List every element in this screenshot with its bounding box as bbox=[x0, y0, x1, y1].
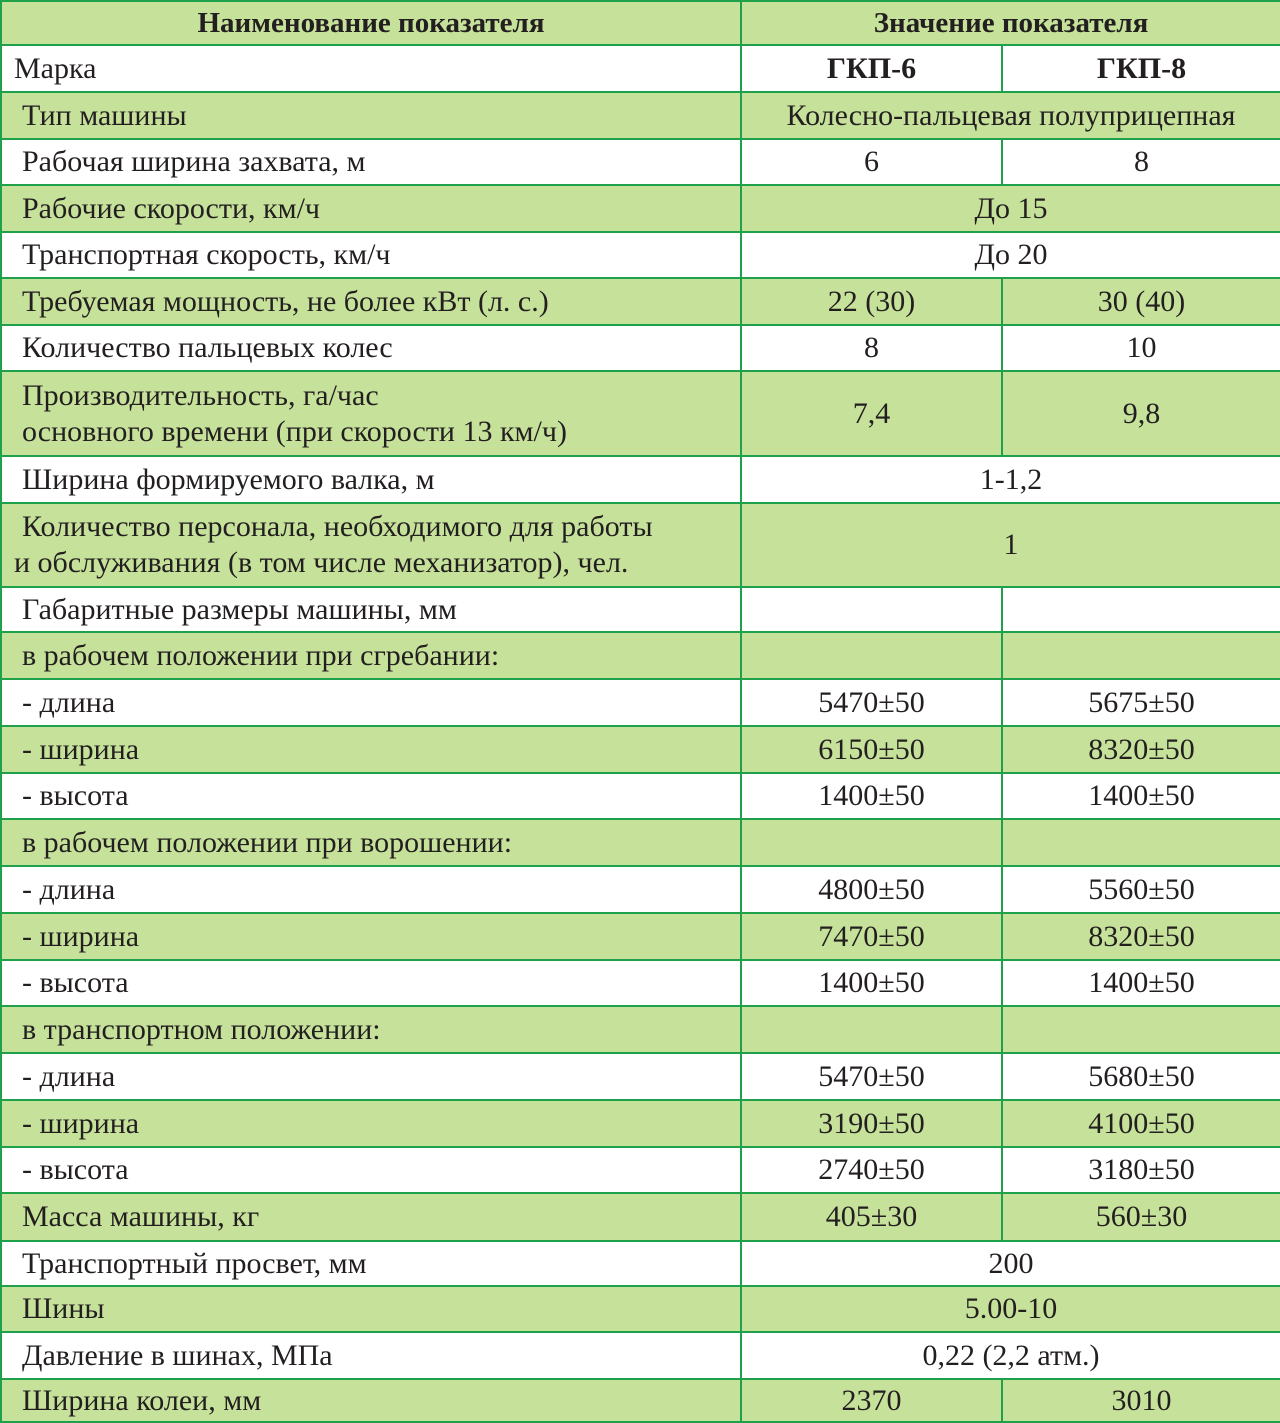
row-value-2: 5680±50 bbox=[1002, 1053, 1280, 1100]
section-label: в транспортном положении: bbox=[1, 1006, 741, 1053]
table-row bbox=[1, 92, 1280, 139]
row-label: Тип машины bbox=[1, 92, 741, 139]
row-value-merged: До 20 bbox=[741, 232, 1280, 278]
table-row bbox=[1, 456, 1280, 503]
row-label: Транспортный просвет, мм bbox=[1, 1241, 741, 1286]
table-row bbox=[1, 278, 1280, 325]
row-value-1: 2740±50 bbox=[741, 1147, 1002, 1193]
row-value-2: 3010 bbox=[1002, 1379, 1280, 1422]
row-value-merged: 5.00-10 bbox=[741, 1286, 1280, 1332]
row-value-2: 4100±50 bbox=[1002, 1100, 1280, 1147]
row-label-line-1: Производительность, га/час bbox=[22, 378, 379, 412]
table-row bbox=[1, 325, 1280, 371]
row-label: Масса машины, кг bbox=[1, 1193, 741, 1241]
row-label: Ширина колеи, мм bbox=[1, 1379, 741, 1422]
row-value-1: 1400±50 bbox=[741, 773, 1002, 819]
section-row bbox=[1, 632, 1280, 679]
row-label: Рабочие скорости, км/ч bbox=[1, 185, 741, 232]
table-row bbox=[1, 139, 1280, 185]
row-label-line-1: Количество персонала, необходимого для работы bbox=[22, 510, 653, 543]
row-value-1: 8 bbox=[741, 325, 1002, 371]
table-row bbox=[1, 679, 1280, 726]
table-row bbox=[1, 1053, 1280, 1100]
row-value-2: 9,8 bbox=[1002, 371, 1280, 456]
row-value-1: 4800±50 bbox=[741, 866, 1002, 913]
section-label: в рабочем положении при ворошении: bbox=[1, 819, 741, 866]
row-value-1: 6 bbox=[741, 139, 1002, 185]
table-row bbox=[1, 1379, 1280, 1422]
row-label: Количество пальцевых колес bbox=[1, 325, 741, 371]
row-label: - длина bbox=[1, 679, 741, 726]
row-value-merged: До 15 bbox=[741, 185, 1280, 232]
row-value-1: 6150±50 bbox=[741, 726, 1002, 773]
table-row bbox=[1, 1241, 1280, 1286]
row-value-2-empty bbox=[1002, 1006, 1280, 1053]
table-row bbox=[1, 371, 1280, 456]
row-label-line-2: и обслуживания (в том числе механизатор), чел. bbox=[14, 546, 629, 579]
row-label: Транспортная скорость, км/ч bbox=[1, 232, 741, 278]
row-label: - высота bbox=[1, 1147, 741, 1193]
row-value-2: 30 (40) bbox=[1002, 278, 1280, 325]
row-label bbox=[1, 371, 741, 456]
row-label: Рабочая ширина захвата, м bbox=[1, 139, 741, 185]
table-header-row bbox=[1, 1, 1280, 45]
table-row bbox=[1, 503, 1280, 587]
row-value-merged: 0,22 (2,2 атм.) bbox=[741, 1332, 1280, 1379]
row-label-line-2: основного времени (при скорости 13 км/ч) bbox=[22, 414, 567, 448]
row-value-1: 7,4 bbox=[741, 371, 1002, 456]
row-value-2: 5560±50 bbox=[1002, 866, 1280, 913]
row-label: - высота bbox=[1, 773, 741, 819]
section-row bbox=[1, 819, 1280, 866]
row-label: - длина bbox=[1, 1053, 741, 1100]
table-row bbox=[1, 773, 1280, 819]
row-value-1-empty bbox=[741, 632, 1002, 679]
row-label: - ширина bbox=[1, 726, 741, 773]
row-label: Ширина формируемого валка, м bbox=[1, 456, 741, 503]
row-value-1-empty bbox=[741, 1006, 1002, 1053]
row-value-1: 7470±50 bbox=[741, 913, 1002, 960]
section-row bbox=[1, 587, 1280, 632]
row-value-merged: 1 bbox=[741, 503, 1280, 587]
row-value-1: 5470±50 bbox=[741, 1053, 1002, 1100]
brand-label: Марка bbox=[1, 45, 741, 92]
row-value-2: 560±30 bbox=[1002, 1193, 1280, 1241]
row-value-merged: 200 bbox=[741, 1241, 1280, 1286]
row-label: - высота bbox=[1, 960, 741, 1006]
row-value-1-empty bbox=[741, 587, 1002, 632]
table-row bbox=[1, 232, 1280, 278]
row-value-2: 1400±50 bbox=[1002, 773, 1280, 819]
row-value-1: 22 (30) bbox=[741, 278, 1002, 325]
row-value-2: 1400±50 bbox=[1002, 960, 1280, 1006]
table-row bbox=[1, 866, 1280, 913]
brand-row bbox=[1, 45, 1280, 92]
table-row bbox=[1, 726, 1280, 773]
table-row bbox=[1, 1286, 1280, 1332]
row-value-1-empty bbox=[741, 819, 1002, 866]
row-value-1: 2370 bbox=[741, 1379, 1002, 1422]
row-value-2-empty bbox=[1002, 819, 1280, 866]
table-row bbox=[1, 1100, 1280, 1147]
row-value-2: 8320±50 bbox=[1002, 726, 1280, 773]
row-value-1: 405±30 bbox=[741, 1193, 1002, 1241]
header-name-column: Наименование показателя bbox=[1, 1, 741, 45]
row-value-merged: Колесно-пальцевая полуприцепная bbox=[741, 92, 1280, 139]
table-row bbox=[1, 185, 1280, 232]
row-label: Шины bbox=[1, 1286, 741, 1332]
section-row bbox=[1, 1006, 1280, 1053]
brand-model-1: ГКП-6 bbox=[741, 45, 1002, 92]
brand-model-2: ГКП-8 bbox=[1002, 45, 1280, 92]
table-row bbox=[1, 1332, 1280, 1379]
row-value-merged: 1-1,2 bbox=[741, 456, 1280, 503]
row-label bbox=[1, 503, 741, 587]
row-value-1: 1400±50 bbox=[741, 960, 1002, 1006]
row-label: Требуемая мощность, не более кВт (л. с.) bbox=[1, 278, 741, 325]
row-value-2-empty bbox=[1002, 632, 1280, 679]
row-value-2-empty bbox=[1002, 587, 1280, 632]
table-row bbox=[1, 1147, 1280, 1193]
row-value-2: 5675±50 bbox=[1002, 679, 1280, 726]
row-value-2: 8320±50 bbox=[1002, 913, 1280, 960]
section-label: в рабочем положении при сгребании: bbox=[1, 632, 741, 679]
table-row bbox=[1, 960, 1280, 1006]
row-value-1: 3190±50 bbox=[741, 1100, 1002, 1147]
row-value-2: 10 bbox=[1002, 325, 1280, 371]
table-row bbox=[1, 913, 1280, 960]
section-label: Габаритные размеры машины, мм bbox=[1, 587, 741, 632]
header-value-column: Значение показателя bbox=[741, 1, 1280, 45]
row-label: Давление в шинах, МПа bbox=[1, 1332, 741, 1379]
row-label: - длина bbox=[1, 866, 741, 913]
table-row bbox=[1, 1193, 1280, 1241]
row-label: - ширина bbox=[1, 913, 741, 960]
row-value-1: 5470±50 bbox=[741, 679, 1002, 726]
row-value-2: 3180±50 bbox=[1002, 1147, 1280, 1193]
row-label: - ширина bbox=[1, 1100, 741, 1147]
row-value-2: 8 bbox=[1002, 139, 1280, 185]
